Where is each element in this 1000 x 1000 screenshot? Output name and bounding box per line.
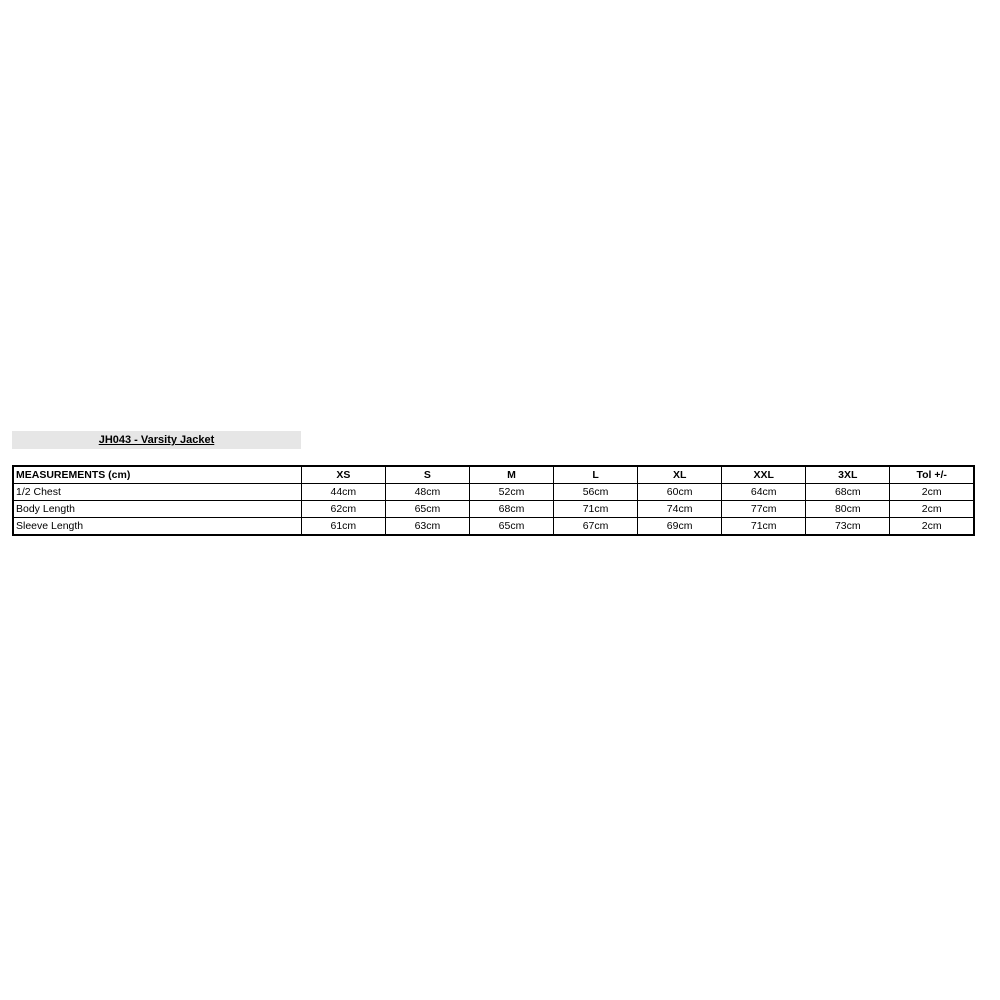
table-cell: 44cm	[301, 484, 385, 501]
table-cell: 68cm	[806, 484, 890, 501]
table-cell: 62cm	[301, 501, 385, 518]
size-chart-table	[12, 465, 975, 536]
header-measurements: MEASUREMENTS (cm)	[13, 466, 301, 484]
table-row	[13, 484, 974, 501]
row-label-sleeve-length: Sleeve Length	[13, 518, 301, 536]
table-cell: 74cm	[638, 501, 722, 518]
table-cell: 71cm	[722, 518, 806, 536]
header-size-l: L	[554, 466, 638, 484]
table-header-row	[13, 466, 974, 484]
table-cell: 80cm	[806, 501, 890, 518]
table-cell: 61cm	[301, 518, 385, 536]
header-tolerance: Tol +/-	[890, 466, 974, 484]
table-cell: 2cm	[890, 501, 974, 518]
table-cell: 64cm	[722, 484, 806, 501]
table-cell: 63cm	[385, 518, 469, 536]
table-row	[13, 501, 974, 518]
document-title: JH043 - Varsity Jacket	[98, 434, 215, 446]
header-size-xs: XS	[301, 466, 385, 484]
table-cell: 68cm	[469, 501, 553, 518]
header-size-xl: XL	[638, 466, 722, 484]
table-cell: 77cm	[722, 501, 806, 518]
table-cell: 71cm	[554, 501, 638, 518]
table-row	[13, 518, 974, 536]
table-cell: 52cm	[469, 484, 553, 501]
table-cell: 48cm	[385, 484, 469, 501]
header-size-s: S	[385, 466, 469, 484]
table-cell: 65cm	[469, 518, 553, 536]
table-cell: 60cm	[638, 484, 722, 501]
row-label-chest: 1/2 Chest	[13, 484, 301, 501]
document-title-band	[12, 431, 301, 449]
table-cell: 67cm	[554, 518, 638, 536]
table-cell: 65cm	[385, 501, 469, 518]
table-cell: 2cm	[890, 484, 974, 501]
table-cell: 2cm	[890, 518, 974, 536]
header-size-xxl: XXL	[722, 466, 806, 484]
header-size-3xl: 3XL	[806, 466, 890, 484]
row-label-body-length: Body Length	[13, 501, 301, 518]
table-cell: 73cm	[806, 518, 890, 536]
table-cell: 56cm	[554, 484, 638, 501]
table-cell: 69cm	[638, 518, 722, 536]
header-size-m: M	[469, 466, 553, 484]
